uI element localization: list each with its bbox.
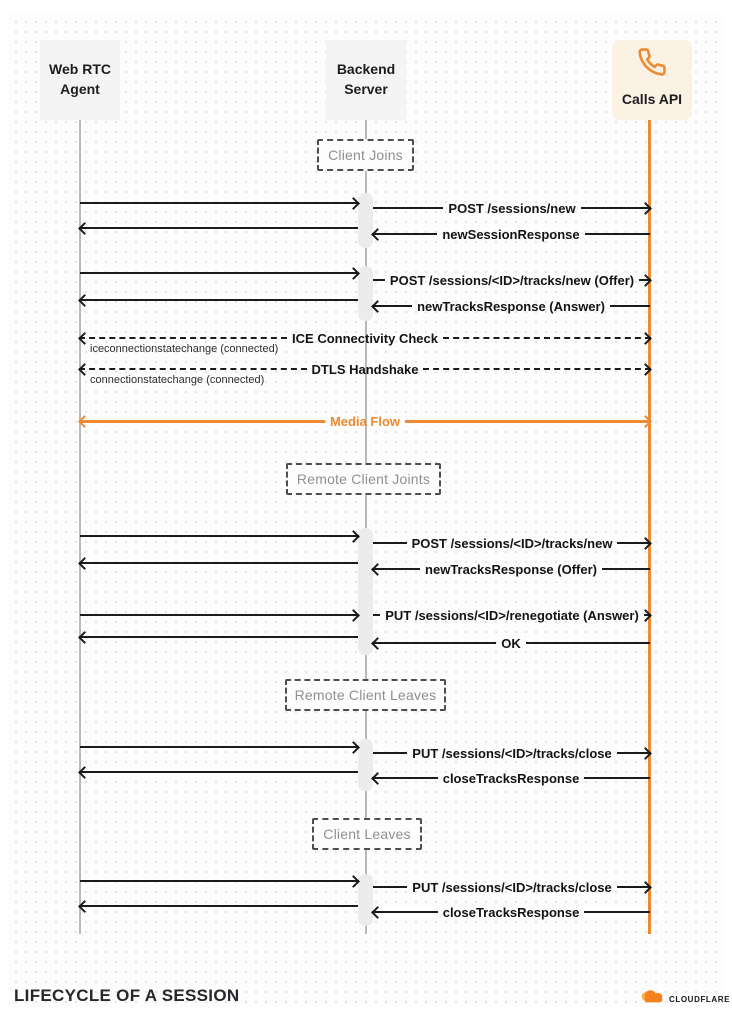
message-label: POST /sessions/new <box>448 200 576 216</box>
message-arrow-put-tracks-close <box>373 746 650 760</box>
message-arrow-new-session-response <box>373 227 650 241</box>
arrowhead-left-icon <box>78 222 91 235</box>
message-arrow-new-tracks-response-offer <box>373 562 650 576</box>
arrow-line <box>423 368 651 370</box>
arrow-line <box>80 746 359 748</box>
arrow-line <box>602 568 650 570</box>
message-arrow-put-renegotiate-answer <box>373 608 650 622</box>
arrowhead-right-icon <box>347 530 360 543</box>
arrow-line <box>373 614 380 616</box>
arrowhead-left-icon <box>371 637 384 650</box>
arrow-line <box>79 420 325 423</box>
message-arrow-post-tracks-new <box>373 536 650 550</box>
relay-arrow-right <box>80 874 358 888</box>
arrow-line <box>373 752 407 754</box>
arrowhead-right-icon <box>347 267 360 280</box>
cloudflare-cloud-icon <box>638 989 666 1009</box>
brand-wordmark: CLOUDFLARE <box>669 994 731 1004</box>
arrow-line <box>372 642 496 644</box>
arrow-line <box>526 642 650 644</box>
arrowhead-left-icon <box>78 332 91 345</box>
arrow-line <box>80 535 359 537</box>
arrowhead-left-icon <box>78 557 91 570</box>
relay-arrow-right <box>80 266 358 280</box>
relay-arrow-left <box>80 221 358 235</box>
arrowhead-left-icon <box>78 415 91 428</box>
arrow-line <box>373 886 407 888</box>
message-arrow-put-tracks-close-2 <box>373 880 650 894</box>
arrowhead-left-icon <box>371 228 384 241</box>
relay-arrow-left <box>80 899 358 913</box>
activation-bar <box>358 874 373 926</box>
lifeline-webrtc-agent <box>79 120 81 934</box>
arrowhead-right-icon <box>347 741 360 754</box>
message-arrow-new-tracks-response-answer <box>373 299 650 313</box>
arrow-line <box>443 337 651 339</box>
arrow-line <box>79 771 358 773</box>
relay-arrow-right <box>80 608 358 622</box>
message-label: PUT /sessions/<ID>/tracks/close <box>412 879 612 895</box>
message-arrow-post-sessions-new <box>373 201 650 215</box>
phone-icon <box>637 47 667 83</box>
message-label: ICE Connectivity Check <box>292 330 438 346</box>
arrow-line <box>405 420 651 423</box>
arrowhead-left-icon <box>78 294 91 307</box>
lifeline-calls-api <box>648 120 651 934</box>
message-label: POST /sessions/<ID>/tracks/new <box>411 535 613 551</box>
relay-arrow-left <box>80 293 358 307</box>
message-label: OK <box>501 635 521 651</box>
arrow-line <box>79 562 358 564</box>
actor-backend-server <box>326 40 406 120</box>
arrowhead-right-icon <box>639 415 652 428</box>
section-remote-client-joints <box>286 463 441 495</box>
arrow-line <box>79 636 358 638</box>
section-remote-client-leaves <box>285 679 446 711</box>
message-arrow-post-tracks-new-offer <box>373 273 650 287</box>
relay-arrow-right <box>80 529 358 543</box>
arrow-line <box>80 272 359 274</box>
message-label: newSessionResponse <box>442 226 580 242</box>
arrowhead-left-icon <box>371 906 384 919</box>
message-arrow-media-flow <box>80 414 650 428</box>
actor-webrtc-agent <box>40 40 120 120</box>
activation-bar <box>358 193 373 248</box>
section-client-joins <box>317 139 414 171</box>
arrow-line <box>584 911 650 913</box>
section-client-leaves <box>312 818 422 850</box>
relay-arrow-left <box>80 556 358 570</box>
arrowhead-right-icon <box>347 197 360 210</box>
arrowhead-right-icon <box>347 875 360 888</box>
message-label: closeTracksResponse <box>442 904 580 920</box>
actor-label: Backend Server <box>336 61 396 97</box>
arrow-line <box>610 305 650 307</box>
section-label: Client Leaves <box>323 826 411 842</box>
arrowhead-left-icon <box>371 300 384 313</box>
arrowhead-right-icon <box>639 274 652 287</box>
arrowhead-left-icon <box>78 900 91 913</box>
arrow-line <box>584 777 650 779</box>
section-label: Remote Client Leaves <box>294 687 437 703</box>
message-label: newTracksResponse (Offer) <box>425 561 597 577</box>
activation-bar <box>358 266 373 321</box>
event-connectionstatechange: connectionstatechange (connected) <box>90 374 265 386</box>
actor-calls-api <box>612 40 692 120</box>
arrowhead-right-icon <box>639 747 652 760</box>
arrowhead-right-icon <box>639 332 652 345</box>
actor-label: Calls API <box>621 91 683 108</box>
arrow-line <box>79 227 358 229</box>
arrow-line <box>80 202 359 204</box>
message-label: Media Flow <box>329 413 401 429</box>
arrow-line <box>80 880 359 882</box>
relay-arrow-left <box>80 765 358 779</box>
message-label: newTracksResponse (Answer) <box>417 298 605 314</box>
relay-arrow-left <box>80 630 358 644</box>
message-label: POST /sessions/<ID>/tracks/new (Offer) <box>389 272 635 288</box>
arrow-line <box>79 368 307 370</box>
arrowhead-right-icon <box>639 202 652 215</box>
message-label: DTLS Handshake <box>311 361 419 377</box>
section-label: Client Joins <box>328 147 403 163</box>
arrowhead-left-icon <box>371 563 384 576</box>
arrow-line <box>373 207 443 209</box>
arrowhead-right-icon <box>639 363 652 376</box>
arrow-line <box>373 542 407 544</box>
relay-arrow-right <box>80 740 358 754</box>
arrowhead-right-icon <box>639 881 652 894</box>
message-label: PUT /sessions/<ID>/renegotiate (Answer) <box>385 607 639 623</box>
event-iceconnectionstatechange: iceconnectionstatechange (connected) <box>90 343 279 355</box>
message-label: PUT /sessions/<ID>/tracks/close <box>412 745 612 761</box>
actor-label: Web RTC Agent <box>49 61 111 97</box>
arrowhead-left-icon <box>78 631 91 644</box>
page-title: LIFECYCLE OF A SESSION <box>14 986 240 1005</box>
arrow-line <box>79 905 358 907</box>
arrowhead-right-icon <box>639 537 652 550</box>
arrow-line <box>585 233 650 235</box>
activation-bar <box>358 528 373 655</box>
message-arrow-close-tracks-response-2 <box>373 905 650 919</box>
arrowhead-left-icon <box>78 766 91 779</box>
arrowhead-right-icon <box>347 609 360 622</box>
message-arrow-ok <box>373 636 650 650</box>
arrow-line <box>79 299 358 301</box>
message-arrow-close-tracks-response <box>373 771 650 785</box>
arrow-line <box>80 614 359 616</box>
arrow-line <box>373 279 385 281</box>
message-label: closeTracksResponse <box>442 770 580 786</box>
relay-arrow-right <box>80 196 358 210</box>
section-label: Remote Client Joints <box>296 471 431 487</box>
arrow-line <box>79 337 287 339</box>
activation-bar <box>358 739 373 791</box>
arrowhead-left-icon <box>371 772 384 785</box>
arrowhead-left-icon <box>78 363 91 376</box>
cloudflare-logo <box>638 989 730 1009</box>
